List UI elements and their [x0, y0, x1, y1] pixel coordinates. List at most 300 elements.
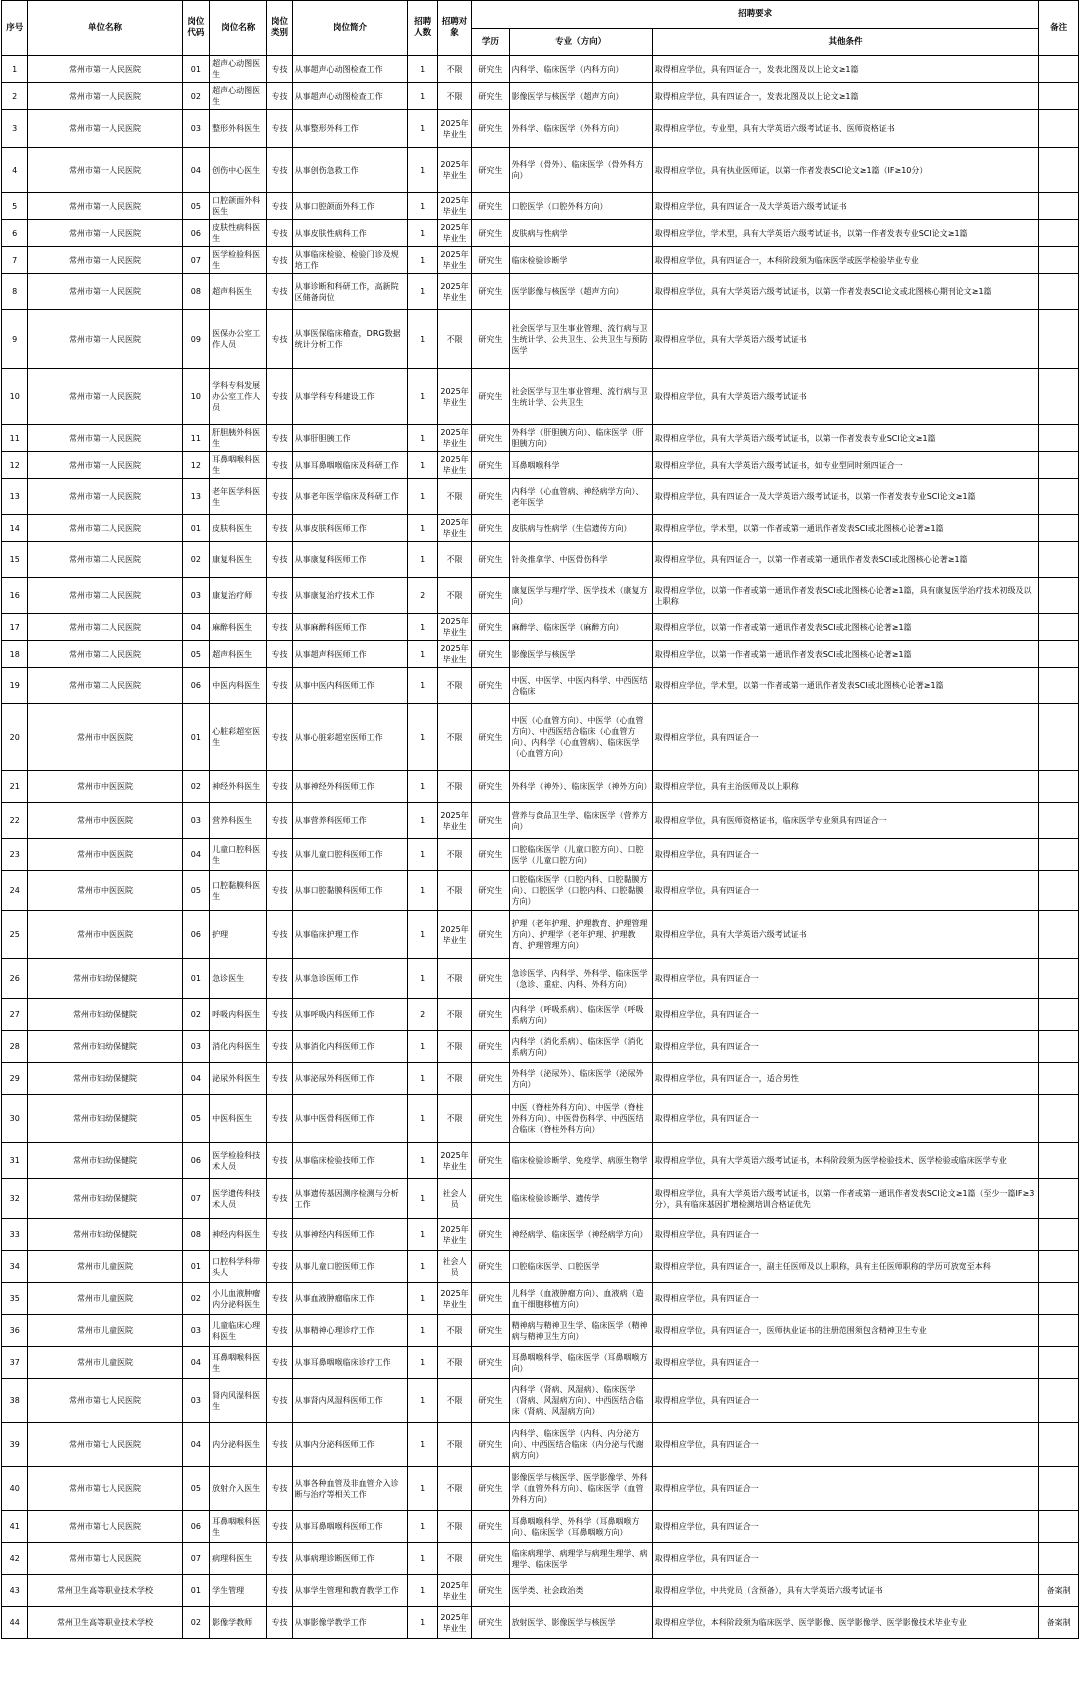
row-other: 取得相应学位，具有四证合一，副主任医师及以上职称，具有主任医师职称的学历可放宽至本科: [652, 1251, 1039, 1283]
row-unit: 常州市第二人民医院: [28, 641, 182, 668]
row-education: 研究生: [472, 1423, 509, 1467]
header-post: 岗位名称: [210, 1, 267, 56]
table-row: [2, 1143, 1079, 1179]
row-target: 不限: [438, 1423, 472, 1467]
row-count: 1: [408, 1607, 438, 1639]
row-target: 2025年毕业生: [438, 803, 472, 839]
row-category: 专技: [267, 1347, 292, 1379]
row-seq: 19: [2, 668, 28, 704]
row-major: 临床检验诊断学: [509, 247, 652, 274]
row-code: 04: [182, 614, 210, 641]
row-post: 心脏彩超室医生: [210, 704, 267, 771]
row-target: 不限: [438, 1031, 472, 1063]
table-row: [2, 193, 1079, 220]
table-row: [2, 247, 1079, 274]
table-row: [2, 1031, 1079, 1063]
row-category: 专技: [267, 83, 292, 110]
row-post: 儿童口腔科医生: [210, 839, 267, 871]
row-category: 专技: [267, 310, 292, 369]
row-seq: 27: [2, 999, 28, 1031]
row-seq: 34: [2, 1251, 28, 1283]
row-other: 取得相应学位，具有大学英语六级考试证书，本科阶段须为医学检验技术、医学检验或临床医学专业: [652, 1143, 1039, 1179]
row-post: 超声科医生: [210, 641, 267, 668]
row-intro: 从事创伤急救工作: [292, 148, 408, 193]
row-count: 1: [408, 641, 438, 668]
row-seq: 44: [2, 1607, 28, 1639]
row-count: 1: [408, 1063, 438, 1095]
row-intro: 从事各种血管及非血管介入诊断与治疗等相关工作: [292, 1467, 408, 1511]
row-major: 中医（脊柱外科方向）、中医学（脊柱外科方向）、中医骨伤科学、中西医结合临床（脊柱外科方向）: [509, 1095, 652, 1143]
row-code: 05: [182, 1467, 210, 1511]
row-major: 内科学（心血管病、神经病学方向）、老年医学: [509, 479, 652, 515]
table-row: [2, 1219, 1079, 1251]
row-unit: 常州卫生高等职业技术学校: [28, 1575, 182, 1607]
row-education: 研究生: [472, 1467, 509, 1511]
table-row: [2, 704, 1079, 771]
row-other: 取得相应学位，具有大学英语六级考试证书，以第一作者或第一通讯作者发表SCI论文≥1篇（至少一篇IF≥3分），具有临床基因扩增检测培训合格证优先: [652, 1179, 1039, 1219]
row-unit: 常州市妇幼保健院: [28, 1219, 182, 1251]
row-post: 神经内科医生: [210, 1219, 267, 1251]
row-education: 研究生: [472, 1179, 509, 1219]
row-other: 取得相应学位，学术型，以第一作者或第一通讯作者发表SCI或北图核心论著≥1篇: [652, 668, 1039, 704]
row-count: 1: [408, 959, 438, 999]
row-other: 取得相应学位，学术型，具有大学英语六级考试证书，以第一作者发表专业SCI论文≥1篇: [652, 220, 1039, 247]
row-category: 专技: [267, 1607, 292, 1639]
row-unit: 常州市第一人民医院: [28, 83, 182, 110]
row-major: 中医（心血管方向）、中医学（心血管方向）、中西医结合临床（心血管方向）、内科学（心血管病）、临床医学（心血管方向）: [509, 704, 652, 771]
row-code: 05: [182, 193, 210, 220]
row-intro: 从事老年医学临床及科研工作: [292, 479, 408, 515]
row-other: 取得相应学位，具有四证合一: [652, 1543, 1039, 1575]
row-code: 06: [182, 1511, 210, 1543]
row-code: 10: [182, 369, 210, 425]
row-count: 1: [408, 452, 438, 479]
row-category: 专技: [267, 220, 292, 247]
row-education: 研究生: [472, 803, 509, 839]
row-other: 取得相应学位，具有四证合一: [652, 1095, 1039, 1143]
row-seq: 8: [2, 274, 28, 310]
table-row: [2, 803, 1079, 839]
row-other: 取得相应学位，具有四证合一及大学英语六级考试证书: [652, 193, 1039, 220]
row-code: 05: [182, 1095, 210, 1143]
row-category: 专技: [267, 1143, 292, 1179]
row-major: 影像医学与核医学: [509, 641, 652, 668]
table-header: [2, 1, 1079, 56]
row-education: 研究生: [472, 542, 509, 578]
row-code: 13: [182, 479, 210, 515]
table-row: [2, 1179, 1079, 1219]
row-target: 不限: [438, 1379, 472, 1423]
row-target: 不限: [438, 959, 472, 999]
row-post: 神经外科医生: [210, 771, 267, 803]
row-code: 04: [182, 1423, 210, 1467]
table-row: [2, 1347, 1079, 1379]
row-remark: [1039, 425, 1079, 452]
row-code: 04: [182, 1063, 210, 1095]
row-post: 医保办公室工作人员: [210, 310, 267, 369]
row-post: 康复科医生: [210, 542, 267, 578]
row-seq: 13: [2, 479, 28, 515]
row-code: 02: [182, 999, 210, 1031]
table-row: [2, 839, 1079, 871]
row-major: 营养与食品卫生学、临床医学（营养方向）: [509, 803, 652, 839]
row-seq: 29: [2, 1063, 28, 1095]
row-target: 2025年毕业生: [438, 425, 472, 452]
table-row: [2, 999, 1079, 1031]
row-category: 专技: [267, 668, 292, 704]
row-category: 专技: [267, 1179, 292, 1219]
table-row: [2, 668, 1079, 704]
row-seq: 39: [2, 1423, 28, 1467]
row-count: 1: [408, 1467, 438, 1511]
recruitment-table: [1, 0, 1079, 1639]
row-category: 专技: [267, 771, 292, 803]
row-code: 05: [182, 871, 210, 911]
row-major: 影像医学与核医学（超声方向）: [509, 83, 652, 110]
row-unit: 常州市第一人民医院: [28, 110, 182, 148]
table-row: [2, 1423, 1079, 1467]
row-major: 内科学、临床医学（内科、内分泌方向）、中西医结合临床（内分泌与代谢病方向）: [509, 1423, 652, 1467]
row-seq: 15: [2, 542, 28, 578]
row-education: 研究生: [472, 193, 509, 220]
row-unit: 常州市第一人民医院: [28, 148, 182, 193]
row-post: 消化内科医生: [210, 1031, 267, 1063]
row-education: 研究生: [472, 274, 509, 310]
row-other: 取得相应学位，具有四证合一: [652, 959, 1039, 999]
row-count: 1: [408, 704, 438, 771]
row-seq: 24: [2, 871, 28, 911]
row-major: 神经病学、临床医学（神经病学方向）: [509, 1219, 652, 1251]
row-post: 超声心动图医生: [210, 56, 267, 83]
row-other: 取得相应学位，具有四证合一: [652, 1423, 1039, 1467]
row-education: 研究生: [472, 1607, 509, 1639]
row-target: 不限: [438, 56, 472, 83]
row-unit: 常州市妇幼保健院: [28, 1095, 182, 1143]
row-remark: [1039, 148, 1079, 193]
row-target: 2025年毕业生: [438, 1607, 472, 1639]
row-count: 1: [408, 1511, 438, 1543]
row-post: 呼吸内科医生: [210, 999, 267, 1031]
row-remark: [1039, 641, 1079, 668]
row-major: 医学影像与核医学（超声方向）: [509, 274, 652, 310]
row-category: 专技: [267, 1315, 292, 1347]
row-education: 研究生: [472, 1063, 509, 1095]
row-other: 取得相应学位，具有四证合一，适合男性: [652, 1063, 1039, 1095]
row-remark: [1039, 83, 1079, 110]
row-unit: 常州市儿童医院: [28, 1315, 182, 1347]
row-seq: 37: [2, 1347, 28, 1379]
row-count: 1: [408, 83, 438, 110]
row-post: 急诊医生: [210, 959, 267, 999]
row-major: 皮肤病与性病学（生信遗传方向）: [509, 515, 652, 542]
row-major: 口腔临床医学（儿童口腔方向）、口腔医学（儿童口腔方向）: [509, 839, 652, 871]
row-remark: [1039, 578, 1079, 614]
row-post: 学生管理: [210, 1575, 267, 1607]
row-count: 1: [408, 193, 438, 220]
row-target: 不限: [438, 668, 472, 704]
row-count: 1: [408, 771, 438, 803]
row-target: 不限: [438, 479, 472, 515]
row-intro: 从事整形外科工作: [292, 110, 408, 148]
row-target: 2025年毕业生: [438, 110, 472, 148]
row-major: 针灸推拿学、中医骨伤科学: [509, 542, 652, 578]
row-code: 02: [182, 1607, 210, 1639]
row-remark: [1039, 668, 1079, 704]
row-remark: [1039, 110, 1079, 148]
row-post: 学科专科发展办公室工作人员: [210, 369, 267, 425]
row-intro: 从事肾内风湿科医师工作: [292, 1379, 408, 1423]
header-count: 招聘人数: [408, 1, 438, 56]
row-post: 医学遗传科技术人员: [210, 1179, 267, 1219]
row-count: 2: [408, 999, 438, 1031]
row-category: 专技: [267, 247, 292, 274]
row-seq: 11: [2, 425, 28, 452]
row-code: 01: [182, 1251, 210, 1283]
row-unit: 常州市第二人民医院: [28, 668, 182, 704]
row-seq: 9: [2, 310, 28, 369]
row-category: 专技: [267, 110, 292, 148]
row-count: 1: [408, 1379, 438, 1423]
table-row: [2, 578, 1079, 614]
row-target: 不限: [438, 1543, 472, 1575]
row-other: 取得相应学位，具有四证合一，本科阶段须为临床医学或医学检验毕业专业: [652, 247, 1039, 274]
row-seq: 23: [2, 839, 28, 871]
row-post: 小儿血液肿瘤内分泌科医生: [210, 1283, 267, 1315]
row-count: 1: [408, 614, 438, 641]
row-seq: 35: [2, 1283, 28, 1315]
row-remark: [1039, 771, 1079, 803]
row-remark: [1039, 220, 1079, 247]
row-intro: 从事影像学教学工作: [292, 1607, 408, 1639]
row-code: 08: [182, 1219, 210, 1251]
table-row: [2, 1251, 1079, 1283]
row-post: 皮肤科医生: [210, 515, 267, 542]
row-education: 研究生: [472, 771, 509, 803]
row-education: 研究生: [472, 452, 509, 479]
row-education: 研究生: [472, 369, 509, 425]
row-code: 03: [182, 578, 210, 614]
row-education: 研究生: [472, 1379, 509, 1423]
row-target: 2025年毕业生: [438, 515, 472, 542]
row-post: 护理: [210, 911, 267, 959]
row-unit: 常州市妇幼保健院: [28, 1143, 182, 1179]
row-other: 取得相应学位，以第一作者或第一通讯作者发表SCI或北图核心论著≥1篇: [652, 641, 1039, 668]
row-major: 耳鼻咽喉科学、外科学（耳鼻咽喉方向）、临床医学（耳鼻咽喉方向）: [509, 1511, 652, 1543]
row-remark: [1039, 839, 1079, 871]
row-education: 研究生: [472, 247, 509, 274]
row-major: 临床病理学、病理学与病理生理学、病理学、临床医学: [509, 1543, 652, 1575]
header-education: 学历: [472, 29, 509, 56]
row-major: 急诊医学、内科学、外科学、临床医学（急诊、重症、内科、外科方向）: [509, 959, 652, 999]
row-education: 研究生: [472, 1575, 509, 1607]
row-other: 取得相应学位，具有四证合一: [652, 704, 1039, 771]
row-count: 1: [408, 1179, 438, 1219]
row-category: 专技: [267, 578, 292, 614]
row-target: 不限: [438, 1467, 472, 1511]
row-count: 1: [408, 56, 438, 83]
row-other: 取得相应学位，具有执业医师证，以第一作者发表SCI论文≥1篇（IF≥10分）: [652, 148, 1039, 193]
row-post: 泌尿外科医生: [210, 1063, 267, 1095]
row-education: 研究生: [472, 1315, 509, 1347]
header-target: 招聘对象: [438, 1, 472, 56]
row-education: 研究生: [472, 1031, 509, 1063]
row-post: 耳鼻咽喉科医生: [210, 452, 267, 479]
row-target: 2025年毕业生: [438, 452, 472, 479]
row-intro: 从事神经内科医师工作: [292, 1219, 408, 1251]
row-unit: 常州市妇幼保健院: [28, 959, 182, 999]
row-unit: 常州市中医医院: [28, 803, 182, 839]
row-remark: [1039, 1031, 1079, 1063]
row-target: 2025年毕业生: [438, 1219, 472, 1251]
row-intro: 从事消化内科医师工作: [292, 1031, 408, 1063]
row-post: 医学检验科技术人员: [210, 1143, 267, 1179]
row-major: 内科学（呼吸系病）、临床医学（呼吸系病方向）: [509, 999, 652, 1031]
row-education: 研究生: [472, 310, 509, 369]
row-remark: [1039, 1543, 1079, 1575]
row-education: 研究生: [472, 839, 509, 871]
row-intro: 从事临床护理工作: [292, 911, 408, 959]
row-seq: 41: [2, 1511, 28, 1543]
row-major: 社会医学与卫生事业管理、流行病与卫生统计学、公共卫生: [509, 369, 652, 425]
row-seq: 12: [2, 452, 28, 479]
row-unit: 常州市第一人民医院: [28, 56, 182, 83]
row-intro: 从事临床检验、检验门诊及规培工作: [292, 247, 408, 274]
row-seq: 22: [2, 803, 28, 839]
row-category: 专技: [267, 1379, 292, 1423]
row-intro: 从事营养科医师工作: [292, 803, 408, 839]
row-unit: 常州市第七人民医院: [28, 1423, 182, 1467]
row-post: 创伤中心医生: [210, 148, 267, 193]
row-post: 病理科医生: [210, 1543, 267, 1575]
row-education: 研究生: [472, 871, 509, 911]
row-code: 01: [182, 1575, 210, 1607]
row-major: 康复医学与理疗学、医学技术（康复方向）: [509, 578, 652, 614]
row-other: 取得相应学位，以第一作者或第一通讯作者发表SCI或北图核心论著≥1篇，具有康复医学治疗技术初级及以上职称: [652, 578, 1039, 614]
row-post: 内分泌科医生: [210, 1423, 267, 1467]
row-intro: 从事泌尿外科医师工作: [292, 1063, 408, 1095]
row-intro: 从事心脏彩超室医师工作: [292, 704, 408, 771]
row-code: 12: [182, 452, 210, 479]
row-post: 超声心动图医生: [210, 83, 267, 110]
row-category: 专技: [267, 704, 292, 771]
row-target: 社会人员: [438, 1251, 472, 1283]
row-seq: 2: [2, 83, 28, 110]
row-other: 取得相应学位，具有四证合一及大学英语六级考试证书，以第一作者发表专业SCI论文≥1篇: [652, 479, 1039, 515]
row-education: 研究生: [472, 1511, 509, 1543]
row-major: 外科学（肝胆胰方向）、临床医学（肝胆胰方向）: [509, 425, 652, 452]
header-code: 岗位代码: [182, 1, 210, 56]
row-code: 02: [182, 542, 210, 578]
row-unit: 常州市第二人民医院: [28, 515, 182, 542]
row-intro: 从事麻醉科医师工作: [292, 614, 408, 641]
row-other: 取得相应学位，具有四证合一: [652, 839, 1039, 871]
row-category: 专技: [267, 56, 292, 83]
table-row: [2, 452, 1079, 479]
row-remark: [1039, 911, 1079, 959]
row-other: 取得相应学位，具有四证合一，以第一作者或第一通讯作者发表SCI或北图核心论著≥1篇: [652, 542, 1039, 578]
row-major: 外科学、临床医学（外科方向）: [509, 110, 652, 148]
row-intro: 从事学科专科建设工作: [292, 369, 408, 425]
header-other: 其他条件: [652, 29, 1039, 56]
row-other: 取得相应学位，具有大学英语六级考试证书: [652, 911, 1039, 959]
row-count: 1: [408, 1095, 438, 1143]
row-target: 社会人员: [438, 1179, 472, 1219]
row-target: 2025年毕业生: [438, 220, 472, 247]
header-remark: 备注: [1039, 1, 1079, 56]
row-count: 1: [408, 479, 438, 515]
row-other: 取得相应学位，学术型，以第一作者或第一通讯作者发表SCI或北图核心论著≥1篇: [652, 515, 1039, 542]
row-seq: 36: [2, 1315, 28, 1347]
row-intro: 从事中医内科医师工作: [292, 668, 408, 704]
row-remark: [1039, 1511, 1079, 1543]
row-other: 取得相应学位，具有主治医师及以上职称: [652, 771, 1039, 803]
row-other: 取得相应学位，中共党员（含预备），具有大学英语六级考试证书: [652, 1575, 1039, 1607]
row-education: 研究生: [472, 515, 509, 542]
row-seq: 14: [2, 515, 28, 542]
row-education: 研究生: [472, 614, 509, 641]
row-unit: 常州市妇幼保健院: [28, 999, 182, 1031]
row-major: 精神病与精神卫生学、临床医学（精神病与精神卫生方向）: [509, 1315, 652, 1347]
row-target: 2025年毕业生: [438, 911, 472, 959]
table-row: [2, 614, 1079, 641]
table-row: [2, 425, 1079, 452]
row-category: 专技: [267, 1251, 292, 1283]
row-other: 取得相应学位，具有大学英语六级考试证书，以第一作者发表专业SCI论文≥1篇: [652, 425, 1039, 452]
row-code: 01: [182, 515, 210, 542]
row-remark: 备案制: [1039, 1607, 1079, 1639]
row-other: 取得相应学位，具有四证合一: [652, 999, 1039, 1031]
row-code: 03: [182, 1315, 210, 1347]
row-intro: 从事神经外科医师工作: [292, 771, 408, 803]
row-major: 耳鼻咽喉科学、临床医学（耳鼻咽喉方向）: [509, 1347, 652, 1379]
row-count: 2: [408, 578, 438, 614]
row-major: 口腔临床医学（口腔内科、口腔黏膜方向）、口腔医学（口腔内科、口腔黏膜方向）: [509, 871, 652, 911]
row-education: 研究生: [472, 668, 509, 704]
row-seq: 40: [2, 1467, 28, 1511]
row-category: 专技: [267, 1511, 292, 1543]
row-post: 耳鼻咽喉科医生: [210, 1511, 267, 1543]
row-code: 03: [182, 803, 210, 839]
row-unit: 常州市第七人民医院: [28, 1467, 182, 1511]
row-code: 09: [182, 310, 210, 369]
row-education: 研究生: [472, 959, 509, 999]
row-education: 研究生: [472, 1251, 509, 1283]
row-category: 专技: [267, 1575, 292, 1607]
row-target: 2025年毕业生: [438, 369, 472, 425]
row-seq: 4: [2, 148, 28, 193]
row-intro: 从事超声心动图检查工作: [292, 56, 408, 83]
table-row: [2, 220, 1079, 247]
row-count: 1: [408, 871, 438, 911]
row-code: 02: [182, 771, 210, 803]
row-education: 研究生: [472, 641, 509, 668]
row-category: 专技: [267, 803, 292, 839]
row-post: 耳鼻咽喉科医生: [210, 1347, 267, 1379]
row-post: 儿童临床心理科医生: [210, 1315, 267, 1347]
row-category: 专技: [267, 1423, 292, 1467]
row-remark: [1039, 310, 1079, 369]
row-code: 04: [182, 1347, 210, 1379]
row-intro: 从事康复治疗技术工作: [292, 578, 408, 614]
row-count: 1: [408, 1423, 438, 1467]
table-row: [2, 110, 1079, 148]
row-intro: 从事耳鼻咽喉临床及科研工作: [292, 452, 408, 479]
row-unit: 常州市第一人民医院: [28, 310, 182, 369]
row-code: 05: [182, 641, 210, 668]
row-post: 医学检验科医生: [210, 247, 267, 274]
row-category: 专技: [267, 641, 292, 668]
row-unit: 常州卫生高等职业技术学校: [28, 1607, 182, 1639]
